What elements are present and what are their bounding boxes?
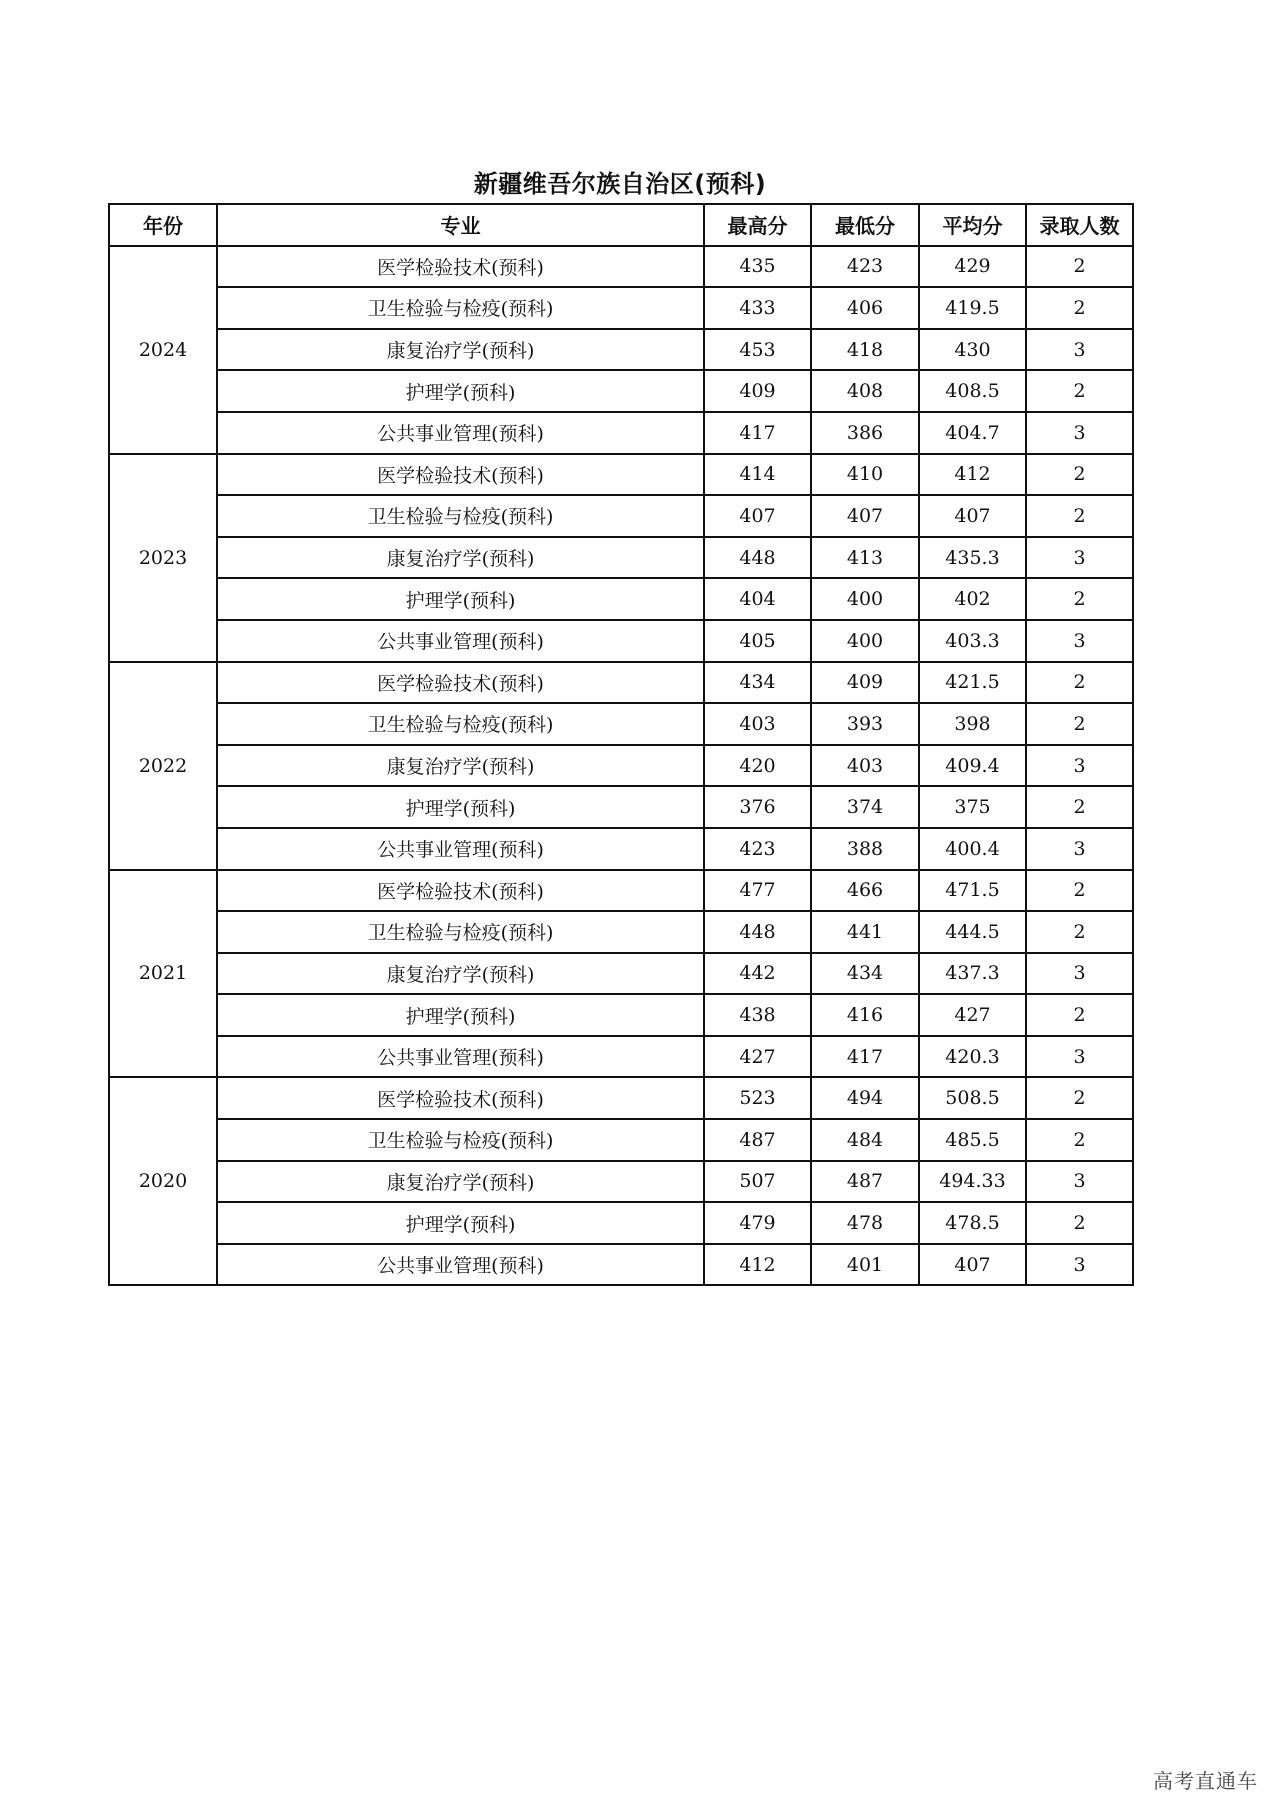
avg-score-cell: 408.5 [919, 370, 1026, 412]
admitted-count-cell: 2 [1026, 911, 1133, 953]
major-cell: 卫生检验与检疫(预科) [217, 287, 704, 329]
max-score-cell: 448 [704, 911, 811, 953]
admission-score-table [108, 203, 1134, 1286]
table-row [109, 953, 1133, 995]
admitted-count-cell: 2 [1026, 870, 1133, 912]
admitted-count-cell: 2 [1026, 246, 1133, 288]
avg-score-cell: 427 [919, 994, 1026, 1036]
major-cell: 卫生检验与检疫(预科) [217, 495, 704, 537]
major-cell: 公共事业管理(预科) [217, 1244, 704, 1286]
table-row [109, 1244, 1133, 1286]
admitted-count-cell: 2 [1026, 578, 1133, 620]
min-score-cell: 401 [811, 1244, 919, 1286]
avg-score-cell: 409.4 [919, 745, 1026, 787]
min-score-cell: 409 [811, 662, 919, 704]
min-score-cell: 487 [811, 1161, 919, 1203]
max-score-cell: 523 [704, 1077, 811, 1119]
major-cell: 卫生检验与检疫(预科) [217, 703, 704, 745]
avg-score-cell: 471.5 [919, 870, 1026, 912]
table-row [109, 412, 1133, 454]
min-score-cell: 407 [811, 495, 919, 537]
table-row [109, 745, 1133, 787]
admitted-count-cell: 2 [1026, 454, 1133, 496]
max-score-cell: 417 [704, 412, 811, 454]
admitted-count-cell: 2 [1026, 370, 1133, 412]
avg-score-cell: 429 [919, 246, 1026, 288]
table-body [109, 246, 1133, 1286]
admitted-count-cell: 3 [1026, 412, 1133, 454]
major-cell: 公共事业管理(预科) [217, 1036, 704, 1078]
max-score-cell: 423 [704, 828, 811, 870]
min-score-cell: 413 [811, 537, 919, 579]
avg-score-cell: 508.5 [919, 1077, 1026, 1119]
min-score-cell: 423 [811, 246, 919, 288]
major-cell: 医学检验技术(预科) [217, 1077, 704, 1119]
avg-score-cell: 412 [919, 454, 1026, 496]
admitted-count-cell: 3 [1026, 329, 1133, 371]
table-title: 新疆维吾尔族自治区(预科) [473, 170, 767, 198]
table-row [109, 537, 1133, 579]
admitted-count-cell: 2 [1026, 495, 1133, 537]
admitted-count-cell: 3 [1026, 1244, 1133, 1286]
header-min-score: 最低分 [811, 204, 919, 246]
table-row [109, 246, 1133, 288]
avg-score-cell: 407 [919, 1244, 1026, 1286]
min-score-cell: 400 [811, 620, 919, 662]
major-cell: 医学检验技术(预科) [217, 870, 704, 912]
major-cell: 康复治疗学(预科) [217, 745, 704, 787]
min-score-cell: 434 [811, 953, 919, 995]
min-score-cell: 494 [811, 1077, 919, 1119]
admitted-count-cell: 3 [1026, 1161, 1133, 1203]
major-cell: 公共事业管理(预科) [217, 828, 704, 870]
max-score-cell: 376 [704, 786, 811, 828]
avg-score-cell: 402 [919, 578, 1026, 620]
table-row [109, 1202, 1133, 1244]
avg-score-cell: 420.3 [919, 1036, 1026, 1078]
table-row [109, 1036, 1133, 1078]
major-cell: 卫生检验与检疫(预科) [217, 911, 704, 953]
header-avg-score: 平均分 [919, 204, 1026, 246]
min-score-cell: 403 [811, 745, 919, 787]
max-score-cell: 414 [704, 454, 811, 496]
admitted-count-cell: 2 [1026, 287, 1133, 329]
table-row [109, 662, 1133, 704]
table-row [109, 703, 1133, 745]
year-cell: 2021 [109, 870, 217, 1078]
major-cell: 康复治疗学(预科) [217, 537, 704, 579]
avg-score-cell: 478.5 [919, 1202, 1026, 1244]
avg-score-cell: 421.5 [919, 662, 1026, 704]
min-score-cell: 408 [811, 370, 919, 412]
avg-score-cell: 435.3 [919, 537, 1026, 579]
major-cell: 护理学(预科) [217, 1202, 704, 1244]
avg-score-cell: 400.4 [919, 828, 1026, 870]
avg-score-cell: 407 [919, 495, 1026, 537]
max-score-cell: 427 [704, 1036, 811, 1078]
table-row [109, 370, 1133, 412]
avg-score-cell: 494.33 [919, 1161, 1026, 1203]
major-cell: 护理学(预科) [217, 370, 704, 412]
avg-score-cell: 404.7 [919, 412, 1026, 454]
max-score-cell: 405 [704, 620, 811, 662]
admitted-count-cell: 2 [1026, 1119, 1133, 1161]
max-score-cell: 404 [704, 578, 811, 620]
max-score-cell: 477 [704, 870, 811, 912]
year-cell: 2023 [109, 454, 217, 662]
table-row [109, 994, 1133, 1036]
table-row [109, 1161, 1133, 1203]
header-max-score: 最高分 [704, 204, 811, 246]
min-score-cell: 416 [811, 994, 919, 1036]
max-score-cell: 507 [704, 1161, 811, 1203]
major-cell: 公共事业管理(预科) [217, 412, 704, 454]
max-score-cell: 420 [704, 745, 811, 787]
major-cell: 康复治疗学(预科) [217, 1161, 704, 1203]
max-score-cell: 403 [704, 703, 811, 745]
min-score-cell: 466 [811, 870, 919, 912]
major-cell: 医学检验技术(预科) [217, 246, 704, 288]
avg-score-cell: 403.3 [919, 620, 1026, 662]
admitted-count-cell: 2 [1026, 786, 1133, 828]
min-score-cell: 417 [811, 1036, 919, 1078]
min-score-cell: 388 [811, 828, 919, 870]
admitted-count-cell: 2 [1026, 703, 1133, 745]
table-row [109, 329, 1133, 371]
min-score-cell: 393 [811, 703, 919, 745]
table-row [109, 495, 1133, 537]
avg-score-cell: 485.5 [919, 1119, 1026, 1161]
max-score-cell: 453 [704, 329, 811, 371]
admitted-count-cell: 3 [1026, 537, 1133, 579]
min-score-cell: 410 [811, 454, 919, 496]
admitted-count-cell: 3 [1026, 1036, 1133, 1078]
max-score-cell: 442 [704, 953, 811, 995]
min-score-cell: 386 [811, 412, 919, 454]
max-score-cell: 409 [704, 370, 811, 412]
min-score-cell: 478 [811, 1202, 919, 1244]
avg-score-cell: 398 [919, 703, 1026, 745]
min-score-cell: 418 [811, 329, 919, 371]
header-year: 年份 [109, 204, 217, 246]
year-cell: 2024 [109, 246, 217, 454]
max-score-cell: 438 [704, 994, 811, 1036]
admitted-count-cell: 3 [1026, 745, 1133, 787]
table-row [109, 911, 1133, 953]
major-cell: 医学检验技术(预科) [217, 662, 704, 704]
table-row [109, 578, 1133, 620]
avg-score-cell: 437.3 [919, 953, 1026, 995]
major-cell: 护理学(预科) [217, 994, 704, 1036]
min-score-cell: 374 [811, 786, 919, 828]
table-row [109, 828, 1133, 870]
major-cell: 康复治疗学(预科) [217, 953, 704, 995]
min-score-cell: 406 [811, 287, 919, 329]
max-score-cell: 479 [704, 1202, 811, 1244]
max-score-cell: 435 [704, 246, 811, 288]
major-cell: 公共事业管理(预科) [217, 620, 704, 662]
avg-score-cell: 375 [919, 786, 1026, 828]
avg-score-cell: 419.5 [919, 287, 1026, 329]
min-score-cell: 441 [811, 911, 919, 953]
header-row [109, 204, 1133, 246]
major-cell: 护理学(预科) [217, 786, 704, 828]
header-major: 专业 [217, 204, 704, 246]
max-score-cell: 412 [704, 1244, 811, 1286]
admitted-count-cell: 2 [1026, 994, 1133, 1036]
table-row [109, 287, 1133, 329]
table-row [109, 1077, 1133, 1119]
table-row [109, 620, 1133, 662]
year-cell: 2020 [109, 1077, 217, 1285]
max-score-cell: 487 [704, 1119, 811, 1161]
admitted-count-cell: 2 [1026, 1077, 1133, 1119]
major-cell: 卫生检验与检疫(预科) [217, 1119, 704, 1161]
major-cell: 医学检验技术(预科) [217, 454, 704, 496]
max-score-cell: 407 [704, 495, 811, 537]
admitted-count-cell: 2 [1026, 662, 1133, 704]
avg-score-cell: 444.5 [919, 911, 1026, 953]
year-cell: 2022 [109, 662, 217, 870]
min-score-cell: 484 [811, 1119, 919, 1161]
admitted-count-cell: 2 [1026, 1202, 1133, 1244]
admitted-count-cell: 3 [1026, 828, 1133, 870]
admitted-count-cell: 3 [1026, 620, 1133, 662]
avg-score-cell: 430 [919, 329, 1026, 371]
watermark: 高考直通车 [1153, 1769, 1258, 1793]
max-score-cell: 433 [704, 287, 811, 329]
min-score-cell: 400 [811, 578, 919, 620]
max-score-cell: 434 [704, 662, 811, 704]
table-row [109, 454, 1133, 496]
table-row [109, 786, 1133, 828]
header-admitted-count: 录取人数 [1026, 204, 1133, 246]
max-score-cell: 448 [704, 537, 811, 579]
table-row [109, 1119, 1133, 1161]
table-row [109, 870, 1133, 912]
major-cell: 护理学(预科) [217, 578, 704, 620]
major-cell: 康复治疗学(预科) [217, 329, 704, 371]
admitted-count-cell: 3 [1026, 953, 1133, 995]
